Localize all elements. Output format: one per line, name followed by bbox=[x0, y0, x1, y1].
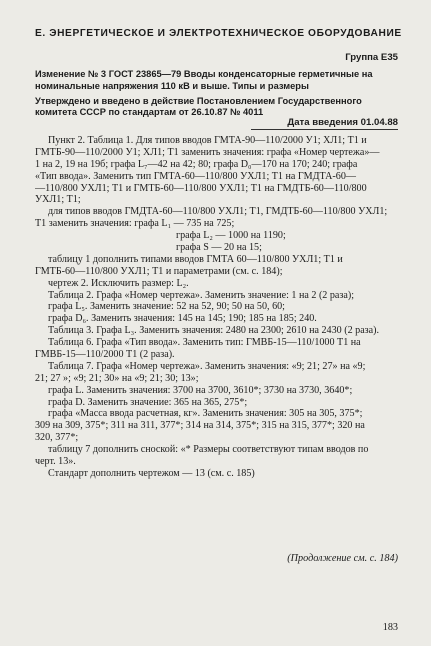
body-line: графа D₆. Заменить значения: 145 на 145; 190; 185 на 185; 240. bbox=[48, 313, 317, 325]
body-line: Пункт 2. Таблица 1. Для типов вводов ГМТА-90—110/2000 У1; ХЛ1; Т1 и bbox=[48, 135, 367, 146]
body-line: графа D. Заменить значение: 365 на 365, 275*; bbox=[48, 396, 248, 408]
body-line: Таблица 6. Графа «Тип ввода». Заменить тип: ГМВБ-15—110/1000 Т1 на bbox=[48, 337, 361, 349]
date-underline bbox=[251, 129, 398, 130]
body-line: таблицу 7 дополнить сноской: «* Размеры соответствуют типам вводов по bbox=[48, 444, 369, 456]
amendment-body bbox=[35, 135, 399, 480]
body-line: «Тип ввода». Заменить тип ГМТА-60—110/800 УХЛ1; Т1 на ГМДТА-60— bbox=[35, 170, 356, 182]
body-line: 309 на 309, 375*; 311 на 311, 377*; 314 на 314, 375*; 315 на 315, 377*; 320 на bbox=[35, 420, 365, 432]
body-line: графа L₂ — 1000 на 1190; bbox=[176, 230, 286, 242]
body-line: ГМТБ-90—110/2000 У1; ХЛ1; Т1 заменить значения: графа «Номер чертежа»— bbox=[35, 146, 380, 158]
body-line: таблицу 1 дополнить типами вводов ГМТА 60—110/800 УХЛ1; Т1 и bbox=[48, 253, 343, 265]
body-line: Таблица 7. Графа «Номер чертежа». Заменить значения: «9; 21; 27» на «9; bbox=[48, 360, 366, 372]
effective-date: Дата введения 01.04.88 bbox=[287, 117, 398, 128]
body-line: графа «Масса ввода расчетная, кг». Заменить значения: 305 на 305, 375*; bbox=[48, 408, 363, 420]
group-label: Группа Е35 bbox=[345, 52, 398, 63]
amendment-title: Изменение № 3 ГОСТ 23865—79 Вводы конденсаторные герметичные на номинальные напряжения 110 кВ и выше. Типы и размеры bbox=[35, 69, 373, 91]
body-line: —110/800 УХЛ1; Т1 и ГМТБ-60—110/800 УХЛ1; Т1 на ГМДТБ-60—110/800 bbox=[35, 182, 367, 194]
body-line: чертеж 2. Исключить размер: L₂. bbox=[48, 277, 189, 289]
body-line: 21; 27 »; «9; 21; 30» на «9; 21; 30; 13»; bbox=[35, 372, 199, 384]
body-line: Таблица 3. Графа L₃. Заменить значения: 2480 на 2300; 2610 на 2430 (2 раза). bbox=[48, 325, 380, 337]
body-line: графа L. Заменить значения: 3700 на 3700, 3610*; 3730 на 3730, 3640*; bbox=[48, 384, 353, 396]
body-line: Таблица 2. Графа «Номер чертежа». Заменить значение: 1 на 2 (2 раза); bbox=[48, 289, 355, 301]
page-number: 183 bbox=[382, 622, 398, 633]
body-line: ГМТБ-60—110/800 УХЛ1; Т1 и параметрами (см. с. 184); bbox=[35, 265, 283, 277]
body-line: 320, 377*; bbox=[35, 432, 79, 444]
body-line: черт. 13». bbox=[35, 456, 76, 468]
continuation-note: (Продолжение см. с. 184) bbox=[287, 553, 398, 564]
approval-statement: Утверждено и введено в действие Постановлением Государственного комитета СССР по стандартам от 26.10.87 № 4011 bbox=[35, 96, 362, 118]
body-line: Стандарт дополнить чертежом — 13 (см. с. 185) bbox=[48, 467, 255, 479]
body-line: 1 на 2, 19 на 19б; графа L₇—42 на 42; 80; графа D₀—170 на 170; 240; графа bbox=[35, 158, 358, 170]
body-line: ГМВБ-15—110/2000 Т1 (2 раза). bbox=[35, 349, 175, 361]
body-line: УХЛ1; Т1; bbox=[35, 194, 81, 206]
body-line: графа S — 20 на 15; bbox=[176, 242, 262, 254]
body-line: графа L₅. Заменить значение: 52 на 52, 90; 50 на 50, 60; bbox=[48, 301, 285, 313]
body-line: Т1 заменить значения: графа L₁ — 735 на 725; bbox=[35, 218, 235, 230]
section-header: Е. ЭНЕРГЕТИЧЕСКОЕ И ЭЛЕКТРОТЕХНИЧЕСКОЕ ОБОРУДОВАНИЕ bbox=[35, 28, 402, 39]
body-line: для типов вводов ГМДТА-60—110/800 УХЛ1; Т1, ГМДТБ-60—110/800 УХЛ1; bbox=[48, 206, 388, 218]
